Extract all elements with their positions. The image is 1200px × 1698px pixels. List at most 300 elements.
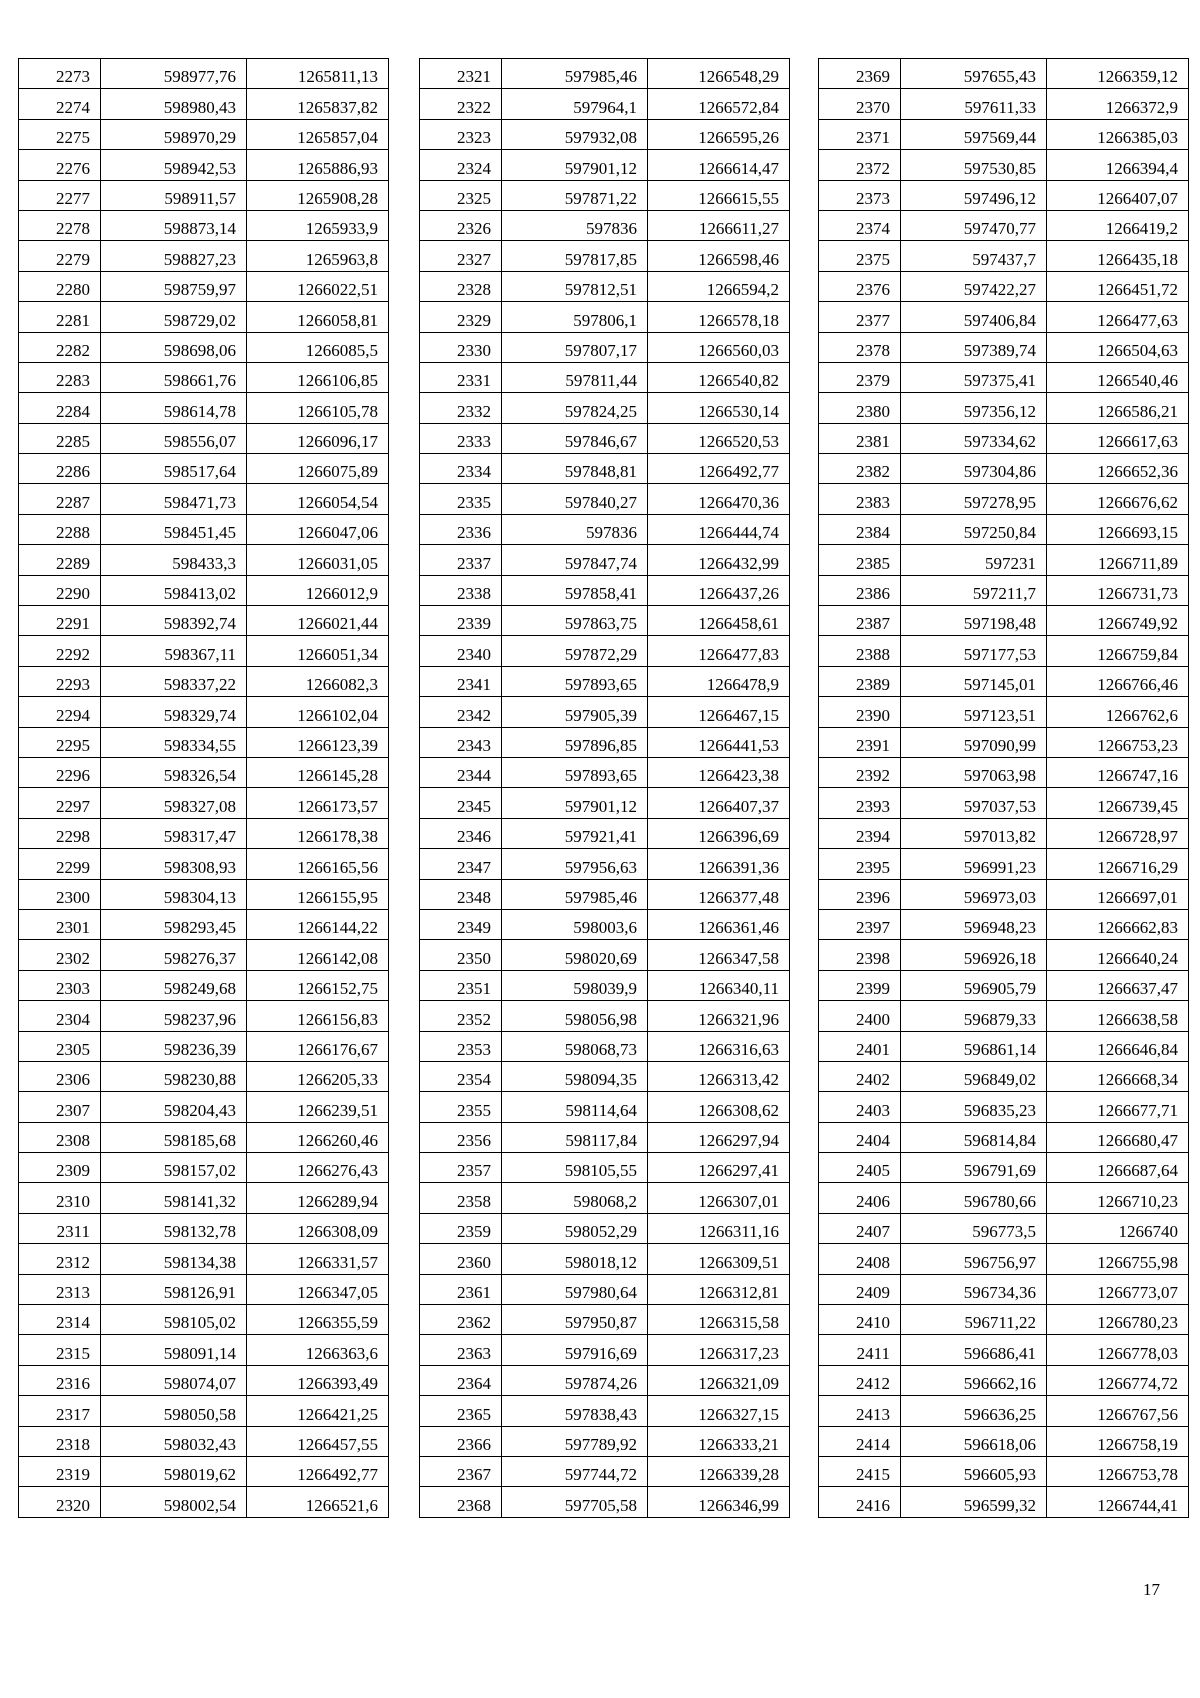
point-number-cell: 2354 — [420, 1061, 502, 1091]
y-coordinate-cell: 1266311,16 — [648, 1213, 790, 1243]
point-number-cell: 2333 — [420, 423, 502, 453]
table-row — [420, 1365, 790, 1395]
y-coordinate-cell: 1266327,15 — [648, 1396, 790, 1426]
x-coordinate-cell: 597437,7 — [901, 241, 1047, 271]
x-coordinate-cell: 596814,84 — [901, 1122, 1047, 1152]
y-coordinate-cell: 1266728,97 — [1047, 818, 1189, 848]
table-body — [19, 59, 389, 1518]
table-row — [420, 484, 790, 514]
x-coordinate-cell: 597470,77 — [901, 210, 1047, 240]
y-coordinate-cell: 1266340,11 — [648, 970, 790, 1000]
point-number-cell: 2329 — [420, 302, 502, 332]
table-row — [19, 697, 389, 727]
point-number-cell: 2278 — [19, 210, 101, 240]
point-number-cell: 2315 — [19, 1335, 101, 1365]
table-row — [420, 241, 790, 271]
x-coordinate-cell: 597812,51 — [502, 271, 648, 301]
y-coordinate-cell: 1266082,3 — [247, 666, 389, 696]
table-row — [819, 1305, 1189, 1335]
y-coordinate-cell: 1266385,03 — [1047, 119, 1189, 149]
y-coordinate-cell: 1266085,5 — [247, 332, 389, 362]
coordinates-table-3 — [818, 58, 1189, 1518]
x-coordinate-cell: 596686,41 — [901, 1335, 1047, 1365]
point-number-cell: 2341 — [420, 666, 502, 696]
y-coordinate-cell: 1266504,63 — [1047, 332, 1189, 362]
y-coordinate-cell: 1266617,63 — [1047, 423, 1189, 453]
y-coordinate-cell: 1266637,47 — [1047, 970, 1189, 1000]
point-number-cell: 2416 — [819, 1487, 901, 1517]
table-row — [819, 697, 1189, 727]
y-coordinate-cell: 1266205,33 — [247, 1061, 389, 1091]
y-coordinate-cell: 1266432,99 — [648, 545, 790, 575]
y-coordinate-cell: 1266766,46 — [1047, 666, 1189, 696]
point-number-cell: 2304 — [19, 1001, 101, 1031]
point-number-cell: 2303 — [19, 970, 101, 1000]
point-number-cell: 2367 — [420, 1456, 502, 1486]
point-number-cell: 2363 — [420, 1335, 502, 1365]
y-coordinate-cell: 1266560,03 — [648, 332, 790, 362]
x-coordinate-cell: 596756,97 — [901, 1244, 1047, 1274]
point-number-cell: 2394 — [819, 818, 901, 848]
x-coordinate-cell: 597836 — [502, 514, 648, 544]
point-number-cell: 2274 — [19, 89, 101, 119]
x-coordinate-cell: 596879,33 — [901, 1001, 1047, 1031]
table-row — [19, 1092, 389, 1122]
point-number-cell: 2393 — [819, 788, 901, 818]
x-coordinate-cell: 597422,27 — [901, 271, 1047, 301]
y-coordinate-cell: 1266693,15 — [1047, 514, 1189, 544]
x-coordinate-cell: 597836 — [502, 210, 648, 240]
point-number-cell: 2313 — [19, 1274, 101, 1304]
point-number-cell: 2399 — [819, 970, 901, 1000]
table-row — [19, 1396, 389, 1426]
y-coordinate-cell: 1266145,28 — [247, 757, 389, 787]
table-body — [420, 59, 790, 1518]
point-number-cell: 2415 — [819, 1456, 901, 1486]
point-number-cell: 2370 — [819, 89, 901, 119]
table-row — [19, 757, 389, 787]
y-coordinate-cell: 1266176,67 — [247, 1031, 389, 1061]
table-row — [420, 818, 790, 848]
x-coordinate-cell: 596599,32 — [901, 1487, 1047, 1517]
table-row — [420, 1426, 790, 1456]
x-coordinate-cell: 598827,23 — [101, 241, 247, 271]
x-coordinate-cell: 598126,91 — [101, 1274, 247, 1304]
x-coordinate-cell: 596618,06 — [901, 1426, 1047, 1456]
table-row — [420, 89, 790, 119]
y-coordinate-cell: 1266058,81 — [247, 302, 389, 332]
x-coordinate-cell: 597846,67 — [502, 423, 648, 453]
point-number-cell: 2292 — [19, 636, 101, 666]
table-row — [420, 271, 790, 301]
table-row — [819, 1396, 1189, 1426]
y-coordinate-cell: 1266096,17 — [247, 423, 389, 453]
point-number-cell: 2385 — [819, 545, 901, 575]
x-coordinate-cell: 598105,55 — [502, 1153, 648, 1183]
x-coordinate-cell: 597874,26 — [502, 1365, 648, 1395]
x-coordinate-cell: 598132,78 — [101, 1213, 247, 1243]
table-row — [819, 1122, 1189, 1152]
x-coordinate-cell: 598032,43 — [101, 1426, 247, 1456]
y-coordinate-cell: 1266156,83 — [247, 1001, 389, 1031]
x-coordinate-cell: 596711,22 — [901, 1305, 1047, 1335]
table-row — [420, 1335, 790, 1365]
table-row — [819, 210, 1189, 240]
table-row — [420, 1001, 790, 1031]
y-coordinate-cell: 1265811,13 — [247, 59, 389, 89]
table-row — [819, 59, 1189, 89]
table-row — [19, 150, 389, 180]
table-row — [19, 362, 389, 392]
point-number-cell: 2273 — [19, 59, 101, 89]
point-number-cell: 2344 — [420, 757, 502, 787]
table-row — [19, 1335, 389, 1365]
point-number-cell: 2352 — [420, 1001, 502, 1031]
table-row — [420, 119, 790, 149]
y-coordinate-cell: 1266758,19 — [1047, 1426, 1189, 1456]
x-coordinate-cell: 598413,02 — [101, 575, 247, 605]
x-coordinate-cell: 598052,29 — [502, 1213, 648, 1243]
y-coordinate-cell: 1266361,46 — [648, 909, 790, 939]
x-coordinate-cell: 596780,66 — [901, 1183, 1047, 1213]
point-number-cell: 2295 — [19, 727, 101, 757]
x-coordinate-cell: 597932,08 — [502, 119, 648, 149]
point-number-cell: 2403 — [819, 1092, 901, 1122]
point-number-cell: 2330 — [420, 332, 502, 362]
table-row — [819, 1426, 1189, 1456]
y-coordinate-cell: 1266521,6 — [247, 1487, 389, 1517]
x-coordinate-cell: 597872,29 — [502, 636, 648, 666]
x-coordinate-cell: 597848,81 — [502, 454, 648, 484]
x-coordinate-cell: 597530,85 — [901, 150, 1047, 180]
table-row — [420, 757, 790, 787]
coordinates-table-1 — [18, 58, 389, 1518]
y-coordinate-cell: 1266347,58 — [648, 940, 790, 970]
x-coordinate-cell: 598039,9 — [502, 970, 648, 1000]
x-coordinate-cell: 598105,02 — [101, 1305, 247, 1335]
table-row — [19, 849, 389, 879]
y-coordinate-cell: 1266391,36 — [648, 849, 790, 879]
point-number-cell: 2311 — [19, 1213, 101, 1243]
x-coordinate-cell: 597655,43 — [901, 59, 1047, 89]
x-coordinate-cell: 598304,13 — [101, 879, 247, 909]
y-coordinate-cell: 1266102,04 — [247, 697, 389, 727]
point-number-cell: 2294 — [19, 697, 101, 727]
x-coordinate-cell: 596773,5 — [901, 1213, 1047, 1243]
point-number-cell: 2391 — [819, 727, 901, 757]
x-coordinate-cell: 597916,69 — [502, 1335, 648, 1365]
y-coordinate-cell: 1266594,2 — [648, 271, 790, 301]
point-number-cell: 2335 — [420, 484, 502, 514]
y-coordinate-cell: 1266677,71 — [1047, 1092, 1189, 1122]
table-row — [819, 1183, 1189, 1213]
y-coordinate-cell: 1265908,28 — [247, 180, 389, 210]
x-coordinate-cell: 597896,85 — [502, 727, 648, 757]
x-coordinate-cell: 598134,38 — [101, 1244, 247, 1274]
point-number-cell: 2321 — [420, 59, 502, 89]
y-coordinate-cell: 1266457,55 — [247, 1426, 389, 1456]
point-number-cell: 2305 — [19, 1031, 101, 1061]
table-row — [420, 1396, 790, 1426]
x-coordinate-cell: 597964,1 — [502, 89, 648, 119]
x-coordinate-cell: 597375,41 — [901, 362, 1047, 392]
point-number-cell: 2349 — [420, 909, 502, 939]
table-row — [420, 1092, 790, 1122]
x-coordinate-cell: 596662,16 — [901, 1365, 1047, 1395]
table-row — [420, 150, 790, 180]
table-row — [420, 393, 790, 423]
point-number-cell: 2324 — [420, 150, 502, 180]
y-coordinate-cell: 1266572,84 — [648, 89, 790, 119]
y-coordinate-cell: 1266435,18 — [1047, 241, 1189, 271]
table-row — [19, 1426, 389, 1456]
table-row — [819, 940, 1189, 970]
table-row — [420, 1061, 790, 1091]
point-number-cell: 2364 — [420, 1365, 502, 1395]
table-row — [19, 606, 389, 636]
point-number-cell: 2380 — [819, 393, 901, 423]
y-coordinate-cell: 1266731,73 — [1047, 575, 1189, 605]
table-row — [420, 362, 790, 392]
table-row — [420, 727, 790, 757]
table-row — [420, 59, 790, 89]
x-coordinate-cell: 597811,44 — [502, 362, 648, 392]
table-row — [819, 909, 1189, 939]
point-number-cell: 2286 — [19, 454, 101, 484]
point-number-cell: 2414 — [819, 1426, 901, 1456]
y-coordinate-cell: 1266419,2 — [1047, 210, 1189, 240]
table-row — [19, 119, 389, 149]
y-coordinate-cell: 1266347,05 — [247, 1274, 389, 1304]
x-coordinate-cell: 598433,3 — [101, 545, 247, 575]
y-coordinate-cell: 1266540,46 — [1047, 362, 1189, 392]
x-coordinate-cell: 598614,78 — [101, 393, 247, 423]
y-coordinate-cell: 1266458,61 — [648, 606, 790, 636]
table-row — [819, 393, 1189, 423]
x-coordinate-cell: 597893,65 — [502, 666, 648, 696]
point-number-cell: 2372 — [819, 150, 901, 180]
x-coordinate-cell: 598003,6 — [502, 909, 648, 939]
table-row — [420, 1244, 790, 1274]
point-number-cell: 2396 — [819, 879, 901, 909]
x-coordinate-cell: 598451,45 — [101, 514, 247, 544]
y-coordinate-cell: 1266315,58 — [648, 1305, 790, 1335]
x-coordinate-cell: 598091,14 — [101, 1335, 247, 1365]
point-number-cell: 2318 — [19, 1426, 101, 1456]
y-coordinate-cell: 1266308,62 — [648, 1092, 790, 1122]
y-coordinate-cell: 1266394,4 — [1047, 150, 1189, 180]
y-coordinate-cell: 1266676,62 — [1047, 484, 1189, 514]
table-row — [420, 1487, 790, 1517]
x-coordinate-cell: 598050,58 — [101, 1396, 247, 1426]
point-number-cell: 2328 — [420, 271, 502, 301]
x-coordinate-cell: 598326,54 — [101, 757, 247, 787]
x-coordinate-cell: 596835,23 — [901, 1092, 1047, 1122]
point-number-cell: 2390 — [819, 697, 901, 727]
y-coordinate-cell: 1266578,18 — [648, 302, 790, 332]
y-coordinate-cell: 1266749,92 — [1047, 606, 1189, 636]
y-coordinate-cell: 1266478,9 — [648, 666, 790, 696]
table-row — [420, 1305, 790, 1335]
x-coordinate-cell: 597389,74 — [901, 332, 1047, 362]
table-row — [420, 210, 790, 240]
table-row — [819, 970, 1189, 1000]
table-row — [819, 484, 1189, 514]
point-number-cell: 2332 — [420, 393, 502, 423]
table-row — [819, 1244, 1189, 1274]
point-number-cell: 2389 — [819, 666, 901, 696]
y-coordinate-cell: 1266355,59 — [247, 1305, 389, 1335]
table-row — [19, 909, 389, 939]
point-number-cell: 2325 — [420, 180, 502, 210]
table-body — [819, 59, 1189, 1518]
point-number-cell: 2340 — [420, 636, 502, 666]
point-number-cell: 2412 — [819, 1365, 901, 1395]
y-coordinate-cell: 1266012,9 — [247, 575, 389, 605]
point-number-cell: 2293 — [19, 666, 101, 696]
x-coordinate-cell: 598556,07 — [101, 423, 247, 453]
y-coordinate-cell: 1266773,07 — [1047, 1274, 1189, 1304]
point-number-cell: 2338 — [420, 575, 502, 605]
table-row — [420, 332, 790, 362]
table-row — [19, 636, 389, 666]
point-number-cell: 2410 — [819, 1305, 901, 1335]
table-row — [819, 332, 1189, 362]
x-coordinate-cell: 598911,57 — [101, 180, 247, 210]
point-number-cell: 2275 — [19, 119, 101, 149]
table-row — [19, 727, 389, 757]
x-coordinate-cell: 597980,64 — [502, 1274, 648, 1304]
point-number-cell: 2406 — [819, 1183, 901, 1213]
point-number-cell: 2375 — [819, 241, 901, 271]
y-coordinate-cell: 1266321,09 — [648, 1365, 790, 1395]
table-row — [819, 150, 1189, 180]
y-coordinate-cell: 1266313,42 — [648, 1061, 790, 1091]
x-coordinate-cell: 597807,17 — [502, 332, 648, 362]
x-coordinate-cell: 596636,25 — [901, 1396, 1047, 1426]
table-row — [19, 1305, 389, 1335]
x-coordinate-cell: 598002,54 — [101, 1487, 247, 1517]
table-row — [819, 1213, 1189, 1243]
table-row — [19, 545, 389, 575]
point-number-cell: 2297 — [19, 788, 101, 818]
x-coordinate-cell: 597858,41 — [502, 575, 648, 605]
point-number-cell: 2397 — [819, 909, 901, 939]
table-row — [19, 180, 389, 210]
x-coordinate-cell: 597145,01 — [901, 666, 1047, 696]
table-row — [420, 302, 790, 332]
table-row — [819, 423, 1189, 453]
table-row — [420, 970, 790, 1000]
x-coordinate-cell: 598056,98 — [502, 1001, 648, 1031]
point-number-cell: 2300 — [19, 879, 101, 909]
table-row — [420, 454, 790, 484]
y-coordinate-cell: 1266022,51 — [247, 271, 389, 301]
table-row — [819, 1153, 1189, 1183]
y-coordinate-cell: 1266054,54 — [247, 484, 389, 514]
x-coordinate-cell: 597211,7 — [901, 575, 1047, 605]
x-coordinate-cell: 598293,45 — [101, 909, 247, 939]
x-coordinate-cell: 598471,73 — [101, 484, 247, 514]
y-coordinate-cell: 1266614,47 — [648, 150, 790, 180]
y-coordinate-cell: 1266297,94 — [648, 1122, 790, 1152]
x-coordinate-cell: 597956,63 — [502, 849, 648, 879]
table-row — [819, 1487, 1189, 1517]
point-number-cell: 2288 — [19, 514, 101, 544]
y-coordinate-cell: 1266477,63 — [1047, 302, 1189, 332]
point-number-cell: 2285 — [19, 423, 101, 453]
table-row — [420, 1213, 790, 1243]
x-coordinate-cell: 598236,39 — [101, 1031, 247, 1061]
point-number-cell: 2366 — [420, 1426, 502, 1456]
x-coordinate-cell: 596926,18 — [901, 940, 1047, 970]
y-coordinate-cell: 1266152,75 — [247, 970, 389, 1000]
table-row — [19, 89, 389, 119]
x-coordinate-cell: 597789,92 — [502, 1426, 648, 1456]
x-coordinate-cell: 598970,29 — [101, 119, 247, 149]
x-coordinate-cell: 597847,74 — [502, 545, 648, 575]
y-coordinate-cell: 1266346,99 — [648, 1487, 790, 1517]
table-row — [19, 1183, 389, 1213]
table-row — [420, 849, 790, 879]
table-row — [420, 909, 790, 939]
point-number-cell: 2353 — [420, 1031, 502, 1061]
y-coordinate-cell: 1266155,95 — [247, 879, 389, 909]
point-number-cell: 2280 — [19, 271, 101, 301]
table-row — [19, 1274, 389, 1304]
x-coordinate-cell: 598873,14 — [101, 210, 247, 240]
table-row — [19, 575, 389, 605]
x-coordinate-cell: 597569,44 — [901, 119, 1047, 149]
table-row — [420, 514, 790, 544]
table-row — [819, 1061, 1189, 1091]
x-coordinate-cell: 597334,62 — [901, 423, 1047, 453]
point-number-cell: 2376 — [819, 271, 901, 301]
table-row — [420, 1122, 790, 1152]
table-row — [420, 1031, 790, 1061]
x-coordinate-cell: 598019,62 — [101, 1456, 247, 1486]
y-coordinate-cell: 1266123,39 — [247, 727, 389, 757]
x-coordinate-cell: 597278,95 — [901, 484, 1047, 514]
y-coordinate-cell: 1266477,83 — [648, 636, 790, 666]
point-number-cell: 2282 — [19, 332, 101, 362]
point-number-cell: 2382 — [819, 454, 901, 484]
y-coordinate-cell: 1266753,23 — [1047, 727, 1189, 757]
x-coordinate-cell: 596991,23 — [901, 849, 1047, 879]
x-coordinate-cell: 597356,12 — [901, 393, 1047, 423]
x-coordinate-cell: 597985,46 — [502, 879, 648, 909]
point-number-cell: 2281 — [19, 302, 101, 332]
table-row — [819, 241, 1189, 271]
x-coordinate-cell: 597037,53 — [901, 788, 1047, 818]
x-coordinate-cell: 598249,68 — [101, 970, 247, 1000]
x-coordinate-cell: 597817,85 — [502, 241, 648, 271]
point-number-cell: 2323 — [420, 119, 502, 149]
point-number-cell: 2409 — [819, 1274, 901, 1304]
y-coordinate-cell: 1266372,9 — [1047, 89, 1189, 119]
table-row — [819, 362, 1189, 392]
point-number-cell: 2342 — [420, 697, 502, 727]
y-coordinate-cell: 1266755,98 — [1047, 1244, 1189, 1274]
table-row — [819, 302, 1189, 332]
table-row — [19, 788, 389, 818]
y-coordinate-cell: 1266611,27 — [648, 210, 790, 240]
table-row — [819, 788, 1189, 818]
y-coordinate-cell: 1266144,22 — [247, 909, 389, 939]
y-coordinate-cell: 1266778,03 — [1047, 1335, 1189, 1365]
y-coordinate-cell: 1266640,24 — [1047, 940, 1189, 970]
y-coordinate-cell: 1266393,49 — [247, 1365, 389, 1395]
